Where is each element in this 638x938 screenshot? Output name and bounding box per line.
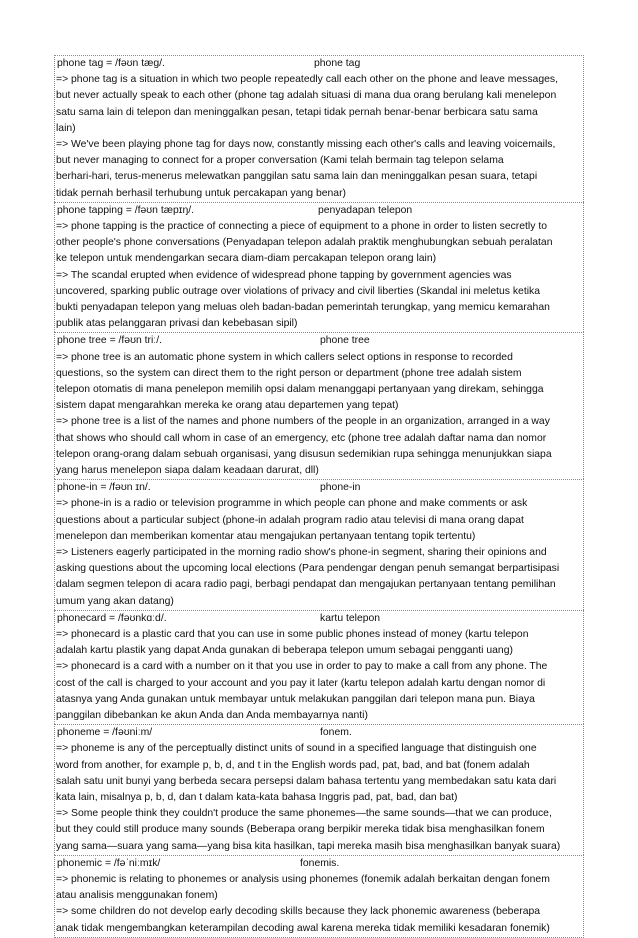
entry-line: panggilan dibebankan ke akun Anda dan Anda membayarnya nanti): [56, 710, 368, 722]
entry-line: => Listeners eagerly participated in the morning radio show's phone-in segment, sharing their opinions and: [56, 547, 547, 559]
entry-line: lain): [56, 122, 76, 134]
entry-line: => We've been playing phone tag for days now, constantly missing each other's calls and leaving voicemails,: [56, 139, 556, 150]
entry-line: => phoneme is any of the perceptually distinct units of sound in a specified language that distinguish one: [56, 743, 537, 755]
entry-line: but they could still produce many sounds (Beberapa orang berpikir mereka tidak bisa menghasilkan fonem: [56, 824, 545, 836]
entry-translation: penyadapan telepon: [318, 204, 413, 216]
entry-line: telepon otomatis di mana penelepon memilih opsi dalam menanggapi pertanyaan yang direkam, sehingga: [56, 384, 544, 396]
entry-line: uncovered, sparking public outrage over violations of privacy and civil liberties (Skandal ini meletus ketika: [56, 285, 540, 297]
entry-line: atasnya yang Anda gunakan untuk membayar untuk melakukan panggilan dari telepon mana pun. Biaya: [56, 693, 535, 705]
entry-line: => The scandal erupted when evidence of widespread phone tapping by government agencies was: [56, 269, 512, 281]
entry-line: but never actually speak to each other (phone tag adalah situasi di mana dua orang berulang kali menelepon: [56, 90, 557, 102]
entry-line: asking questions about the upcoming local elections (Para pendengar dengan penuh semangat berpartisipasi: [56, 563, 560, 575]
entry-term: phoneme = /fəʊniːm/: [57, 727, 153, 739]
entry-translation: phone tree: [320, 335, 370, 347]
entry-translation: fonemis.: [300, 857, 340, 869]
entry-term: phone tapping = /fəʊn tæpɪŋ/.: [57, 204, 194, 216]
entry-header: [56, 725, 582, 741]
entry-line: => phonemic is relating to phonemes or analysis using phonemes (fonemik adalah berkaitan dengan fonem: [56, 874, 550, 886]
entry-line: cost of the call is charged to your account and you pay it later (kartu telepon adalah kartu dengan nomor di: [56, 677, 546, 689]
entry-line: berhari-hari, terus-menerus melewatkan panggilan satu sama lain dan meninggalkan pesan suara, tetapi: [56, 171, 538, 183]
entry-line: sistem dapat mengarahkan mereka ke orang atau departemen yang tepat): [56, 400, 399, 412]
entry-term: phone tree = /fəʊn triː/.: [57, 335, 162, 347]
entry-line: but never managing to connect for a proper conversation (Kami telah bermain tag telepon selama: [56, 155, 504, 167]
entry-line: => some children do not develop early decoding skills because they lack phonemic awareness (beberapa: [56, 906, 541, 918]
entry-line: publik atas pelanggaran privasi dan kebebasan sipil): [56, 318, 298, 330]
entry-phone-tree: [54, 332, 584, 479]
entry-phone-in: [54, 479, 584, 610]
entry-line: => phonecard is a card with a number on it that you use in order to pay to make a call from any phone. The: [56, 661, 548, 673]
dictionary-page: [54, 55, 584, 938]
entry-header: [56, 203, 582, 219]
entry-phonemic: [54, 855, 584, 938]
entry-phone-tag: [54, 55, 584, 202]
entry-line: menelepon dan memberikan komentar atau mengajukan pertanyaan tentang topik tertentu): [56, 530, 476, 542]
entry-header: [56, 856, 582, 872]
entry-line: => phone tree is an automatic phone system in which callers select options in response to recorded: [56, 351, 513, 363]
entry-line: dalam segmen telepon di acara radio pagi, berbagi pendapat dan mengajukan pertanyaan tentang pemilihan: [56, 579, 556, 591]
entry-line: satu sama lain di telepon dan meninggalkan pesan, tetapi tidak pernah benar-benar berbicara satu sama: [56, 106, 538, 118]
entry-translation: kartu telepon: [320, 612, 381, 624]
entry-line: other people's phone conversations (Penyadapan telepon adalah praktik menghubungkan sebuah peralatan: [56, 237, 553, 249]
entry-translation: fonem.: [320, 727, 352, 739]
entry-line: adalah kartu plastik yang dapat Anda gunakan di beberapa telepon umum sebagai pengganti uang): [56, 645, 513, 657]
entry-line: questions about a particular subject (phone-in adalah program radio atau televisi di mana orang dapat: [56, 514, 524, 526]
entry-phone-tapping: [54, 202, 584, 333]
entry-line: salah satu unit bunyi yang berbeda secara persepsi dalam bahasa tertentu yang membedakan satu kata dari: [56, 775, 557, 787]
entry-translation: phone tag: [314, 58, 361, 69]
entry-line: => phone tree is a list of the names and phone numbers of the people in an organization, arranged in a way: [56, 416, 550, 428]
entry-term: phonecard = /fəʊnkɑːd/.: [57, 612, 167, 624]
entry-line: bukti penyadapan telepon yang meluas oleh badan-badan pemerintah terungkap, yang memicu kemarahan: [56, 302, 550, 314]
entry-header: [56, 480, 582, 496]
entry-line: => phonecard is a plastic card that you can use in some public phones instead of money (kartu telepon: [56, 629, 529, 641]
entry-line: tidak pernah berhasil terhubung untuk percakapan yang benar): [56, 187, 346, 199]
entry-line: kata lain, misalnya p, b, d, dan t dalam kata-kata bahasa Inggris pad, pat, bad, dan bat): [56, 792, 458, 804]
entry-line: yang harus menelepon siapa dalam keadaan darurat, dll): [56, 465, 319, 477]
entry-line: => Some people think they couldn't produce the same phonemes—the same sounds—that we can produce,: [56, 808, 552, 820]
entry-line: => phone-in is a radio or television programme in which people can phone and make comments or ask: [56, 498, 528, 510]
entry-phonecard: [54, 610, 584, 724]
entry-line: that shows who should call whom in case of an emergency, etc (phone tree adalah daftar nama dan nomor: [56, 432, 547, 444]
entry-term: phonemic = /fəˈniːmɪk/: [57, 857, 161, 869]
entry-phoneme: [54, 724, 584, 855]
entry-term: phone tag = /fəʊn tæg/.: [57, 58, 165, 69]
entry-line: yang sama—suara yang sama—yang bisa kita hasilkan, tapi mereka masih bisa menghasilkan banyak suara): [56, 840, 561, 852]
entry-line: => phone tapping is the practice of connecting a piece of equipment to a phone in order to listen secretly to: [56, 221, 547, 232]
entry-header: [56, 56, 582, 72]
entry-line: word from another, for example p, b, d, and t in the English words pad, pat, bad, and bat (fonem adalah: [56, 759, 530, 771]
entry-line: => phone tag is a situation in which two people repeatedly call each other on the phone and leave messages,: [56, 74, 558, 86]
entry-line: anak tidak mengembangkan keterampilan decoding awal karena mereka tidak memiliki kesadaran fonemik): [56, 922, 550, 934]
entry-line: atau analisis menggunakan fonem): [56, 890, 218, 902]
entry-term: phone-in = /fəʊn ɪn/.: [57, 482, 151, 494]
entry-header: [56, 611, 582, 627]
entry-line: ke telepon untuk mendengarkan secara diam-diam percakapan telepon orang lain): [56, 253, 437, 265]
entry-line: questions, so the system can direct them to the right person or department (phone tree adalah sistem: [56, 367, 522, 379]
entry-header: [56, 333, 582, 349]
entry-translation: phone-in: [320, 482, 361, 494]
entry-line: umum yang akan datang): [56, 595, 174, 607]
entry-line: telepon orang-orang dalam sebuah organisasi, yang disusun sedemikian rupa sehingga menunjukkan siapa: [56, 448, 552, 460]
